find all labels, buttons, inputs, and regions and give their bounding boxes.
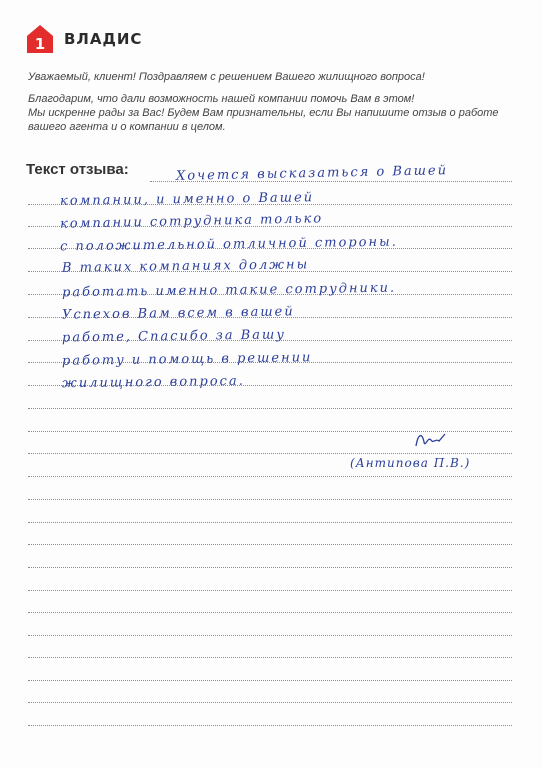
signature-scribble	[412, 428, 452, 457]
review-heading: Текст отзыва:	[26, 161, 129, 178]
intro-line-3: вашего агента и о компании в целом.	[28, 121, 226, 133]
signature-name: (Антипова П.В.)	[350, 456, 471, 470]
ruled-line	[28, 408, 512, 409]
ruled-line	[28, 590, 512, 591]
handwritten-line: работе, Спасибо за Вашу	[61, 327, 286, 346]
handwritten-line: жилищного вопроса.	[61, 373, 245, 392]
handwritten-line: работу и помощь в решении	[61, 350, 313, 369]
handwritten-line: работать именно такие сотрудники.	[61, 280, 397, 301]
handwritten-line: компании сотрудника только	[59, 211, 324, 232]
ruled-line	[28, 544, 512, 545]
ruled-line	[28, 476, 512, 477]
handwritten-line: В таких компаниях должны	[61, 257, 310, 276]
intro-greeting: Уважаемый, клиент! Поздравляем с решением Вашего жилищного вопроса!	[28, 71, 425, 83]
ruled-line	[28, 680, 512, 681]
ruled-line	[28, 725, 512, 726]
ruled-line	[28, 522, 512, 523]
handwritten-line: с положительной отличной стороны.	[59, 234, 398, 255]
intro-line-2: Мы искренне рады за Вас! Будем Вам признательны, если Вы напишите отзыв о работе	[28, 107, 499, 119]
ruled-line	[28, 657, 512, 658]
brand-name: ВЛАДИС	[64, 30, 143, 48]
logo-glyph: 1	[34, 35, 46, 53]
handwritten-line: Успехов Вам всем в вашей	[61, 304, 295, 323]
ruled-line	[28, 635, 512, 636]
ruled-line	[28, 702, 512, 703]
intro-line-1: Благодарим, что дали возможность нашей компании помочь Вам в этом!	[28, 93, 415, 105]
handwritten-line: компании, и именно о Вашей	[59, 190, 315, 209]
handwritten-line: Хочется высказаться о Вашей	[175, 163, 449, 184]
ruled-line	[28, 567, 512, 568]
ruled-line	[28, 612, 512, 613]
ruled-line	[28, 499, 512, 500]
